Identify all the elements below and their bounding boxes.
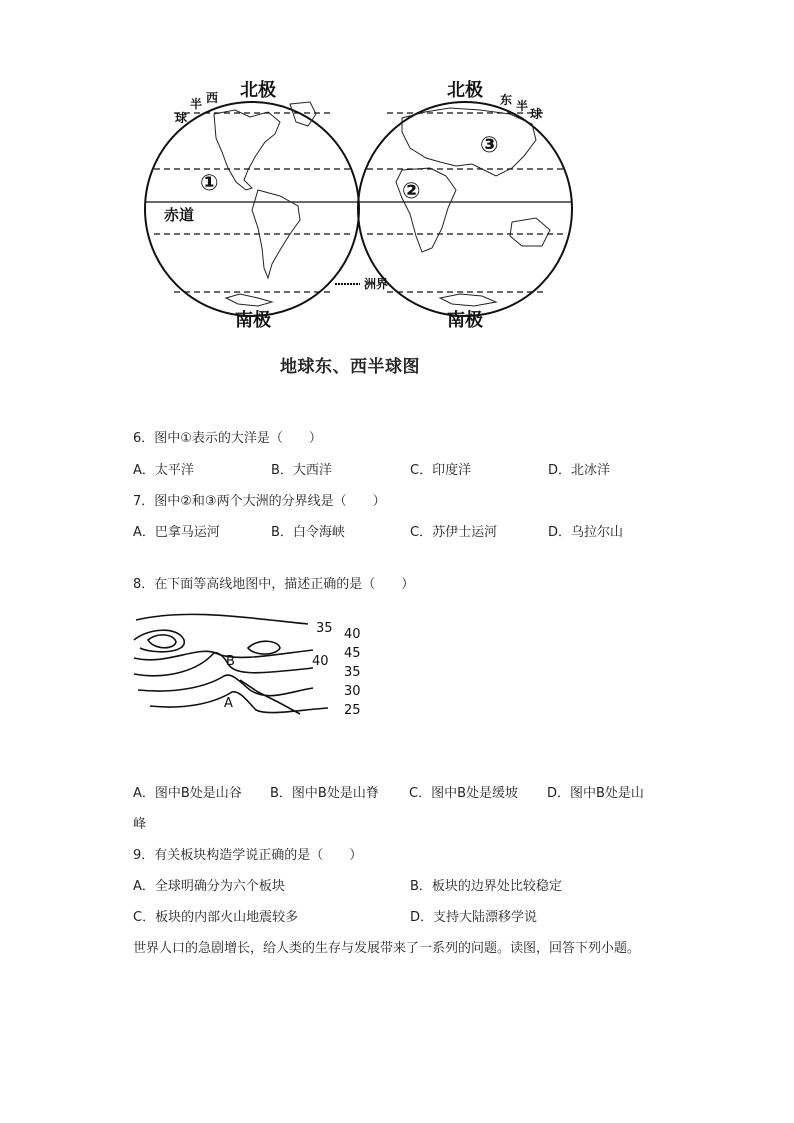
europe-asia-outline	[402, 108, 536, 176]
q8-option-b[interactable]: B．图中B处是山脊	[270, 786, 379, 801]
contour-label-45: 45	[344, 646, 361, 661]
ocean-marker-1: ①	[200, 171, 219, 196]
q8-option-d-wrap: 峰	[133, 817, 147, 832]
contour-label-40: 40	[344, 627, 361, 642]
contour-label-inner-40: 40	[312, 654, 329, 669]
q7-option-d[interactable]: D．乌拉尔山	[548, 525, 624, 540]
antarctica-west-outline	[226, 294, 272, 306]
point-a-label: A	[224, 696, 233, 711]
australia-outline	[510, 218, 550, 246]
continent-marker-3: ③	[480, 133, 499, 158]
north-pole-label-east: 北极	[447, 80, 483, 101]
continent-marker-2: ②	[402, 179, 421, 204]
east-hemisphere-char-1: 东	[500, 93, 513, 107]
q6-option-b[interactable]: B．大西洋	[271, 463, 332, 478]
section-intro-text: 世界人口的急剧增长，给人类的生存与发展带来了一系列的问题。读图，回答下列小题。	[133, 941, 641, 956]
boundary-legend-label: 洲界	[364, 277, 389, 291]
q9-option-a[interactable]: A．全球明确分为六个板块	[133, 879, 285, 894]
equator-label: 赤道	[164, 206, 195, 224]
q6-option-c[interactable]: C．印度洋	[410, 463, 472, 478]
q6-stem: 6．图中①表示的大洋是（ ）	[133, 431, 322, 446]
q9-stem: 9．有关板块构造学说正确的是（ ）	[133, 848, 363, 863]
q9-option-d[interactable]: D．支持大陆漂移学说	[410, 910, 538, 925]
q8-option-d[interactable]: D．图中B处是山	[547, 786, 644, 801]
q7-option-c[interactable]: C．苏伊士运河	[410, 525, 498, 540]
figure-caption: 地球东、西半球图	[280, 357, 420, 377]
q6-option-d[interactable]: D．北冰洋	[548, 463, 611, 478]
west-hemisphere-char-3: 球	[175, 111, 188, 125]
west-hemisphere-char-2: 半	[190, 97, 203, 111]
q8-option-c[interactable]: C．图中B处是缓坡	[409, 786, 518, 801]
east-hemisphere-char-2: 半	[516, 99, 529, 113]
q8-option-a[interactable]: A．图中B处是山谷	[133, 786, 242, 801]
contour-label-25: 25	[344, 703, 361, 718]
q6-option-a[interactable]: A．太平洋	[133, 463, 194, 478]
south-pole-label-west: 南极	[235, 310, 271, 331]
q7-option-a[interactable]: A．巴拿马运河	[133, 525, 220, 540]
contour-label-30: 30	[344, 684, 361, 699]
contour-map	[128, 610, 378, 720]
q9-option-b[interactable]: B．板块的边界处比较稳定	[410, 879, 562, 894]
west-hemisphere-char-1: 西	[206, 91, 219, 105]
q7-option-b[interactable]: B．白令海峡	[271, 525, 345, 540]
south-pole-label-east: 南极	[447, 310, 483, 331]
contour-label-35-top: 35	[316, 621, 333, 636]
point-b-label: B	[226, 654, 235, 669]
north-america-outline	[214, 110, 280, 190]
north-pole-label-west: 北极	[240, 80, 276, 101]
antarctica-east-outline	[440, 294, 496, 306]
contour-label-35: 35	[344, 665, 361, 680]
q7-stem: 7．图中②和③两个大洲的分界线是（ ）	[133, 494, 386, 509]
east-hemisphere-char-3: 球	[530, 107, 543, 121]
q9-option-c[interactable]: C．板块的内部火山地震较多	[133, 910, 299, 925]
eastern-hemisphere-circle	[358, 102, 572, 316]
q8-stem: 8．在下面等高线地图中，描述正确的是（ ）	[133, 577, 415, 592]
hemisphere-map	[140, 72, 580, 342]
